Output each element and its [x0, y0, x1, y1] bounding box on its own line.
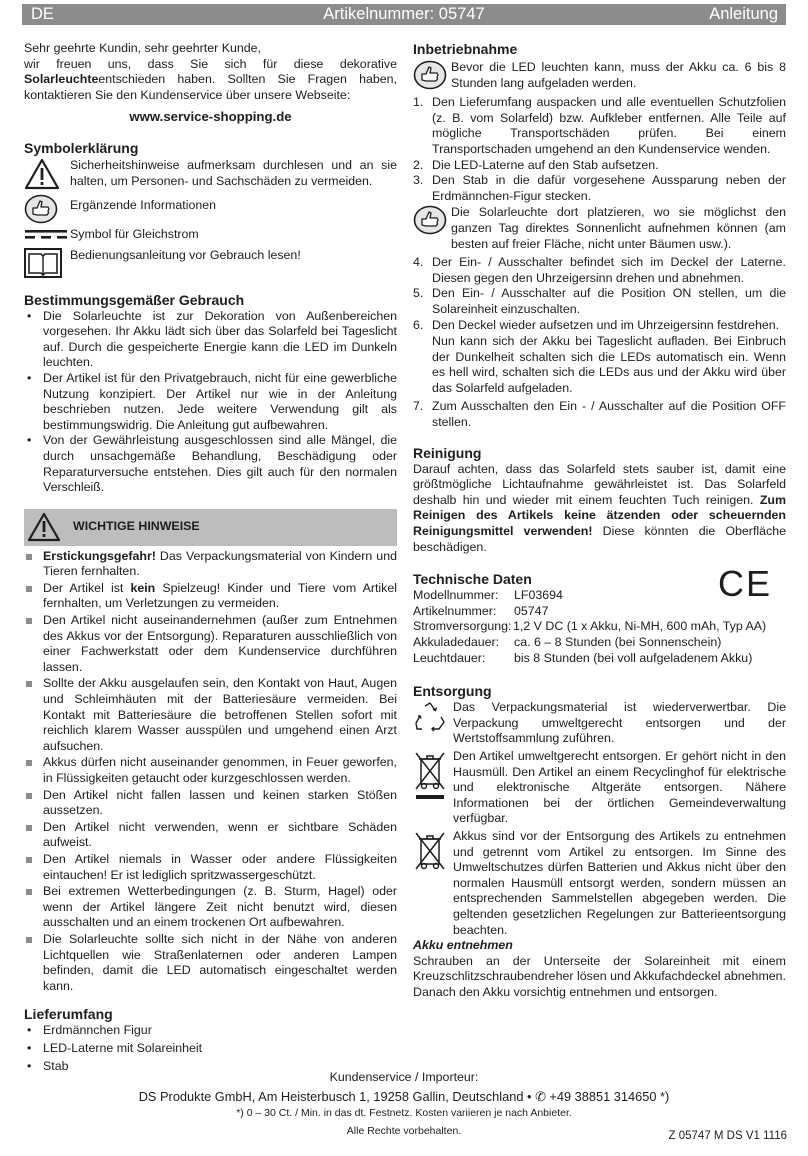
- footer-rights: Alle Rechte vorbehalten.: [346, 1125, 462, 1137]
- setup-steps-continued: [413, 255, 786, 431]
- disposal-battery: Akkus sind vor der Entsorgung des Artikels zu entnehmen und getrennt vom Artikel zu entsorgen. Im Sinne des Umweltschutzes dürfen Batterien und Akkus nicht über den normalen Hausmüll entsorgt werden, sondern müssen an entsprechenden Sammelstellen abgegeben werden. Die geltenden gesetzlichen Regelungen zur Batterieentsorgung beachten.: [413, 829, 786, 938]
- tech-section: [413, 563, 786, 666]
- article-number: Artikelnummer: 05747: [323, 5, 485, 23]
- warnings-title: WICHTIGE HINWEISE: [73, 519, 200, 534]
- tech-row: Modellnummer: LF03694: [413, 588, 563, 603]
- website-link[interactable]: www.service-shopping.de: [129, 109, 292, 125]
- warnings-list: [24, 549, 397, 995]
- remove-battery-text: Schrauben an der Unterseite der Solareinheit mit einem Kreuzschlitzschraubendreher lösen und Akkufachdeckel abnehmen. Danach den Akku vorsichtig entnehmen und entsorgen.: [413, 953, 786, 999]
- footer-address: DS Produkte GmbH, Am Heisterbusch 1, 19258 Gallin, Deutschland • ✆ +49 38851 314650 *): [138, 1089, 670, 1104]
- scope-heading: Lieferumfang: [24, 1006, 113, 1023]
- tech-heading: Technische Daten: [413, 571, 532, 588]
- list-item: Sollte der Akku ausgelaufen sein, den Kontakt von Haut, Augen und Schleimhäuten mit der Batteriesäure vermeiden. Bei Kontakt mit Batteriesäure die betroffenen Stellen sofort mit reichlich klarem Wasser ausspülen und umgehend einen Arzt aufsuchen.: [24, 676, 397, 754]
- warning-triangle-icon: [24, 158, 70, 190]
- usage-heading: Bestimmungsgemäßer Gebrauch: [24, 291, 245, 308]
- crossed-bin-icon: [413, 749, 453, 809]
- symbol-dc: Symbol für Gleichstrom: [24, 227, 397, 243]
- hand-info-icon: [24, 194, 70, 224]
- list-item: • Erdmännchen Figur: [24, 1023, 397, 1039]
- hand-info-icon: [413, 205, 451, 235]
- list-item: Die Solarleuchte sollte sich nicht in der Nähe von anderen Lichtquellen wie Straßenlaternen oder anderen Lampen befinden, damit die LED automatisch eingeschaltet werden kann.: [24, 932, 397, 994]
- remove-battery-heading: Akku entnehmen: [413, 938, 513, 953]
- hand-info-icon: [413, 60, 451, 90]
- left-column: [24, 40, 397, 1074]
- footer-cost-note: *) 0 – 30 Ct. / Min. in das dt. Festnetz. Kosten variieren je nach Anbieter.: [236, 1107, 572, 1119]
- document-type: Anleitung: [709, 5, 778, 23]
- footer-service: Kundenservice / Importeur:: [329, 1070, 479, 1084]
- intro-text: wir freuen uns, dass Sie sich für diese dekorative Solarleuchteentschieden haben. Sollten Sie Fragen haben, kontaktieren Sie den Kundenservice über unsere Webseite:: [24, 56, 397, 102]
- scope-list: [24, 1023, 397, 1074]
- ce-mark: CE: [717, 563, 772, 605]
- header-bar: [22, 4, 786, 25]
- list-item: Den Artikel nicht verwenden, wenn er sichtbare Schäden aufweist.: [24, 820, 397, 851]
- list-item: Bei extremen Wetterbedingungen (z. B. Sturm, Hagel) oder wenn der Artikel längere Zeit nicht benutzt wird, diesen ausschalten und an einem trockenen Ort aufbewahren.: [24, 884, 397, 931]
- list-item: Den Artikel niemals in Wasser oder andere Flüssigkeiten eintauchen! Er ist lediglich spritzwassergeschützt.: [24, 852, 397, 883]
- usage-list: [24, 309, 397, 496]
- setup-heading: Inbetriebnahme: [413, 41, 518, 57]
- setup-note-placement: Die Solarleuchte dort platzieren, wo sie möglichst den ganzen Tag direktes Sonnenlicht aufnehmen können (am besten auf freier Fläche, nicht unter Bäumen usw.).: [413, 205, 786, 252]
- cleaning-heading: Reinigung: [413, 444, 482, 461]
- list-item: Den Artikel nicht auseinandernehmen (außer zum Entnehmen des Akkus vor der Entsorgung). Reparaturen ausschließlich von einer Fachwerkstatt oder dem Kundenservice durchführen lassen.: [24, 613, 397, 675]
- disposal-heading: Entsorgung: [413, 683, 492, 700]
- symbol-safety: Sicherheitshinweise aufmerksam durchlesen und an sie halten, um Personen- und Sachschäden zu vermeiden.: [24, 158, 397, 190]
- cleaning-text: Darauf achten, dass das Solarfeld stets sauber ist, damit eine größtmögliche Lichtaufnahme gewährleistet ist. Das Solarfeld deshalb hin und wieder mit einem feuchten Tuch reinigen. Zum Reinigen des Artikels keine ätzenden oder scheuernden Reinigungsmittel verwenden! Diese könnten die Oberfläche beschädigen.: [413, 461, 787, 554]
- document-code: Z 05747 M DS V1 1116: [668, 1130, 787, 1142]
- tech-row: Stromversorgung: 1,2 V DC (1 x Akku, Ni-MH, 600 mAh, Typ AA): [413, 619, 767, 634]
- list-item: 1. Den Lieferumfang auspacken und alle eventuellen Schutzfolien (z. B. vom Solarfeld) bzw. Aufkleber entfernen. Alle Teile auf mögliche Transportschäden prüfen. Bei einem Transportschaden umgehend an den Kundenservice wenden.: [413, 95, 786, 156]
- disposal-weee: Den Artikel umweltgerecht entsorgen. Er gehört nicht in den Hausmüll. Den Artikel an einem Recyclinghof für elektrische und elektronische Altgeräte entsorgen. Nähere Informationen bei der örtlichen Gemeindeverwaltung verfügbar.: [413, 749, 786, 827]
- tech-row: Leuchtdauer: bis 8 Stunden (bei voll aufgeladenem Akku): [413, 650, 753, 665]
- list-item: 3. Den Stab in die dafür vorgesehene Aussparung neben der Erdmännchen-Figur stecken.: [413, 173, 786, 203]
- step6-extra: Nun kann sich der Akku bei Tageslicht aufladen. Bei Einbruch der Dunkelheit schalten sich die LEDs automatisch ein. Wenn es hell wird, schalten sich die LEDs aus und der Akku wird über das Solarfeld aufgeladen.: [432, 334, 786, 395]
- list-item: • Stab: [24, 1059, 397, 1075]
- list-item: 6. Den Deckel wieder aufsetzen und im Uhrzeigersinn festdrehen. Nun kann sich der Akku bei Tageslicht aufladen. Bei Einbruch der Dunkelheit schalten sich die LEDs automatisch ein. Wenn es hell wird, schalten sich die LEDs aus und der Akku wird über das Solarfeld aufgeladen.: [413, 317, 786, 395]
- phone-icon: ✆: [535, 1089, 546, 1104]
- list-item: • Von der Gewährleistung ausgeschlossen sind alle Mängel, die durch unsachgemäße Behandlung, Beschädigung oder Reparaturversuche entstehen. Dies gilt auch für den normalen Verschleiß.: [24, 433, 397, 495]
- list-item: • LED-Laterne mit Solareinheit: [24, 1041, 397, 1057]
- tech-row: Artikelnummer: 05747: [413, 603, 549, 618]
- list-item: • Die Solarleuchte ist zur Dekoration von Außenbereichen vorgesehen. Ihr Akku lädt sich über das Solarfeld bei Tageslicht auf. Durch die gespeicherte Energie kann die LED im Dunkeln leuchten.: [24, 309, 397, 371]
- list-item: Den Artikel nicht fallen lassen und keinen starken Stößen aussetzen.: [24, 788, 397, 819]
- language-code: DE: [31, 5, 54, 23]
- list-item: • Der Artikel ist für den Privatgebrauch, nicht für eine gewerbliche Nutzung konzipiert. Der Artikel nur wie in der Anleitung beschrieben nutzen. Jede weitere Verwendung gilt als bestimmungswidrig. Die Anleitung gut aufbewahren.: [24, 371, 397, 433]
- setup-steps: [413, 95, 786, 204]
- intro-greeting: Sehr geehrte Kundin, sehr geehrter Kunde,: [24, 41, 261, 55]
- list-item: 5. Den Ein- / Ausschalter auf die Position ON stellen, um die Solareinheit einzuschalten.: [413, 286, 786, 316]
- recycle-icon: [413, 700, 453, 734]
- warning-triangle-icon: [27, 512, 61, 542]
- symbols-heading: Symbolerklärung: [24, 139, 139, 156]
- crossed-bin-icon: [413, 829, 453, 877]
- disposal-packaging: Das Verpackungsmaterial ist wiederverwertbar. Die Verpackung umweltgerecht entsorgen und der Wertstoffsammlung zuführen.: [413, 700, 786, 747]
- symbol-manual: Bedienungsanleitung vor Gebrauch lesen!: [24, 248, 397, 278]
- direct-current-icon: [24, 227, 70, 241]
- list-item: Der Artikel ist kein Spielzeug! Kinder und Tiere vom Artikel fernhalten, um Verletzungen zu vermeiden.: [24, 581, 397, 612]
- setup-note-charge: Bevor die LED leuchten kann, muss der Akku ca. 6 bis 8 Stunden lang aufgeladen werden.: [413, 60, 786, 91]
- list-item: 2. Die LED-Laterne auf den Stab aufsetzen.: [413, 157, 659, 172]
- open-book-icon: [24, 248, 70, 278]
- list-item: Akkus dürfen nicht auseinander genommen, in Feuer geworfen, in Flüssigkeiten getaucht oder kurzgeschlossen werden.: [24, 755, 397, 786]
- tech-row: Akkuladedauer: ca. 6 – 8 Stunden (bei Sonnenschein): [413, 635, 722, 649]
- symbol-info: Ergänzende Informationen: [24, 194, 397, 224]
- list-item: 4. Der Ein- / Ausschalter befindet sich im Deckel der Laterne. Diesen gegen den Uhrzeigersinn drehen und abnehmen.: [413, 255, 786, 285]
- warnings-banner: [24, 509, 397, 546]
- list-item: 7. Zum Ausschalten den Ein - / Ausschalter auf die Position OFF stellen.: [413, 399, 786, 430]
- list-item: Erstickungsgefahr! Das Verpackungsmaterial von Kindern und Tieren fernhalten.: [24, 549, 397, 580]
- right-column: [413, 40, 786, 1000]
